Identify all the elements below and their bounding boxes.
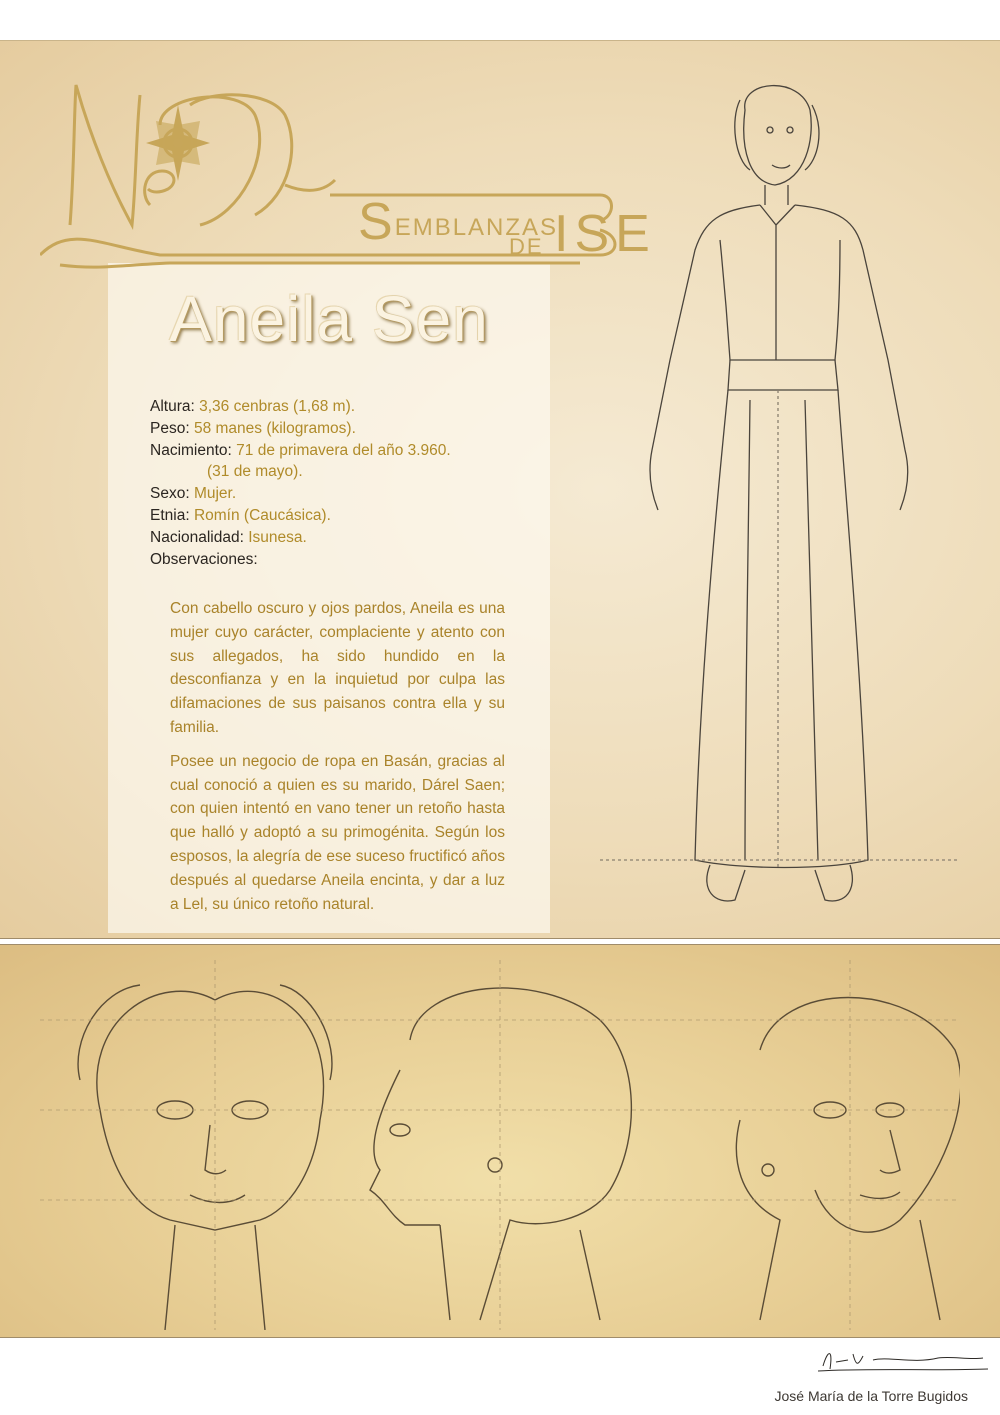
author-signature-icon [818,1344,988,1374]
observation-paragraph-2: Posee un negocio de ropa en Basán, gracias al cual conoció a quien es su marido, Dárel Saen; con quien intentó en vano tener un retoño hasta que halló y adoptó a su primogénita. Según los esposos, la alegría de ese suceso fructificó años después al quedarse Aneila encinta, y dar a luz a Lel, su único retoño natural. [170,752,505,913]
logo-s: S [358,193,395,251]
field-observaciones: Observaciones: [150,550,258,568]
observations [170,597,505,926]
field-peso: Peso: 58 manes (kilogramos). [150,419,356,437]
logo-semblanzas: EMBLANZAS [394,214,559,241]
head-sketches-icon [40,960,960,1330]
author-name: José María de la Torre Bugidos [774,1388,968,1404]
logo-ise: ISE [554,205,656,263]
field-sexo: Sexo: Mujer. [150,485,237,503]
full-body-sketch-icon [600,70,960,930]
field-nacionalidad: Nacionalidad: Isunesa. [150,528,307,546]
character-fields [150,396,530,570]
field-etnia: Etnia: Romín (Caucásica). [150,506,331,524]
field-nacimiento: Nacimiento: 71 de primavera del año 3.960. [150,441,451,459]
neo-logo [40,75,656,280]
character-name: Aneila Sen [169,283,489,355]
field-altura: Altura: 3,36 cenbras (1,68 m). [150,398,356,415]
logo-de: DE [509,234,544,259]
field-nacimiento-date: (31 de mayo). [207,463,303,481]
observation-paragraph-1: Con cabello oscuro y ojos pardos, Aneila es una mujer cuyo carácter, complaciente y atento con sus allegados, ha sido hundido en la desconfianza y en la inquietud por culpa las difamaciones de sus paisanos contra ella y su familia. [170,600,505,736]
